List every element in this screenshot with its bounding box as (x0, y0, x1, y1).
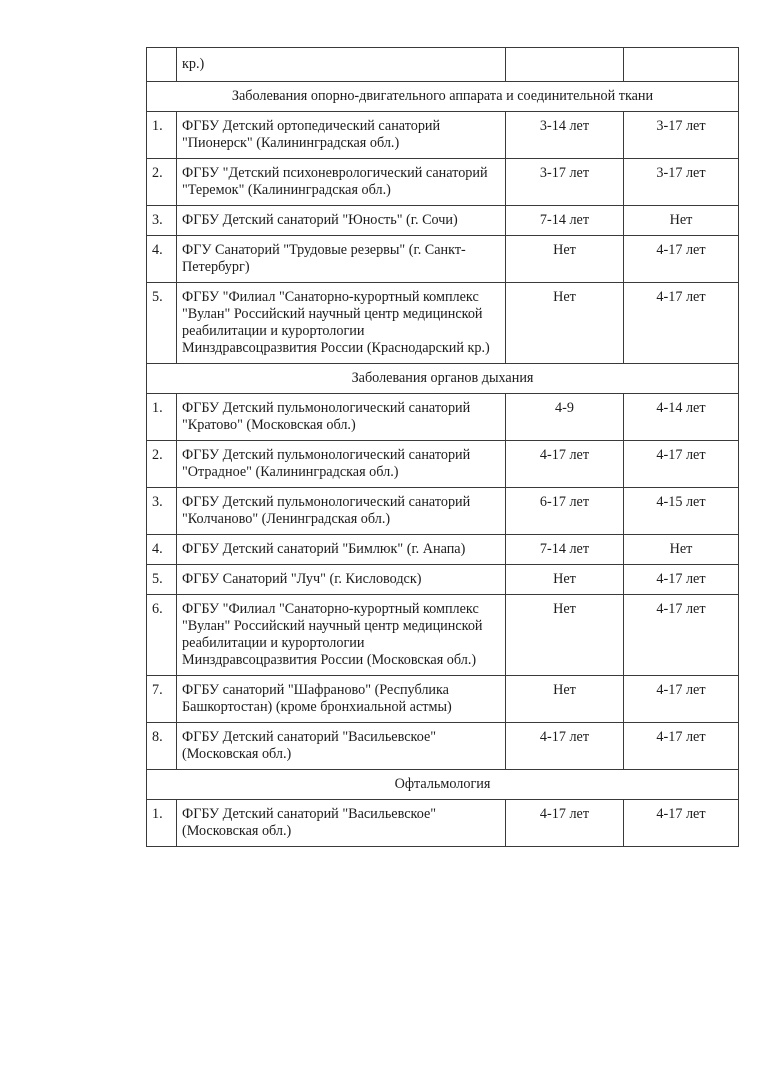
age-range-a: 4-17 лет (506, 441, 624, 488)
row-number: 4. (147, 535, 177, 565)
sanatorium-name: ФГБУ Детский пульмонологический санаторий "Отрадное" (Калининградская обл.) (177, 441, 506, 488)
sanatorium-name: кр.) (177, 48, 506, 82)
row-number: 3. (147, 488, 177, 535)
table-row (147, 441, 739, 488)
row-number: 1. (147, 800, 177, 847)
sanatorium-name: ФГБУ Детский санаторий "Бимлюк" (г. Анапа) (177, 535, 506, 565)
sanatorium-name: ФГБУ Детский санаторий "Васильевское" (Московская обл.) (177, 723, 506, 770)
sanatorium-name: ФГБУ Санаторий "Луч" (г. Кисловодск) (177, 565, 506, 595)
age-range-a: 4-9 (506, 394, 624, 441)
age-range-b: 3-17 лет (624, 112, 739, 159)
sanatorium-name: ФГБУ Детский ортопедический санаторий "Пионерск" (Калининградская обл.) (177, 112, 506, 159)
row-number: 7. (147, 676, 177, 723)
table-row (147, 206, 739, 236)
age-range-b: 4-17 лет (624, 800, 739, 847)
age-range-b: 4-17 лет (624, 723, 739, 770)
age-range-b: 4-17 лет (624, 236, 739, 283)
age-range-b: Нет (624, 206, 739, 236)
age-range-a: Нет (506, 236, 624, 283)
row-number: 2. (147, 441, 177, 488)
age-range-b: 4-17 лет (624, 676, 739, 723)
age-range-a: Нет (506, 595, 624, 676)
age-range-a: 3-14 лет (506, 112, 624, 159)
table-row (147, 283, 739, 364)
section-heading: Офтальмология (147, 770, 739, 800)
age-range-a: 6-17 лет (506, 488, 624, 535)
row-number: 1. (147, 112, 177, 159)
age-range-a (506, 48, 624, 82)
row-number: 8. (147, 723, 177, 770)
age-range-a: Нет (506, 283, 624, 364)
row-number: 5. (147, 565, 177, 595)
row-number: 3. (147, 206, 177, 236)
age-range-a: 4-17 лет (506, 800, 624, 847)
age-range-b: 4-15 лет (624, 488, 739, 535)
table-row (147, 236, 739, 283)
section-row (147, 364, 739, 394)
age-range-a: 4-17 лет (506, 723, 624, 770)
table-row (147, 112, 739, 159)
row-number: 1. (147, 394, 177, 441)
table-row (147, 535, 739, 565)
age-range-b: 4-17 лет (624, 565, 739, 595)
row-number: 6. (147, 595, 177, 676)
section-row (147, 770, 739, 800)
age-range-a: 7-14 лет (506, 206, 624, 236)
sanatorium-table (146, 47, 739, 847)
sanatorium-name: ФГБУ Детский пульмонологический санаторий "Кратово" (Московская обл.) (177, 394, 506, 441)
table-row (147, 595, 739, 676)
row-number: 2. (147, 159, 177, 206)
age-range-b: Нет (624, 535, 739, 565)
age-range-b (624, 48, 739, 82)
row-number (147, 48, 177, 82)
age-range-a: Нет (506, 565, 624, 595)
age-range-b: 4-17 лет (624, 441, 739, 488)
sanatorium-name: ФГБУ санаторий "Шафраново" (Республика Башкортостан) (кроме бронхиальной астмы) (177, 676, 506, 723)
age-range-b: 4-17 лет (624, 595, 739, 676)
age-range-a: 3-17 лет (506, 159, 624, 206)
table-row (147, 159, 739, 206)
sanatorium-name: ФГБУ Детский санаторий "Васильевское" (Московская обл.) (177, 800, 506, 847)
section-row (147, 82, 739, 112)
table-row (147, 565, 739, 595)
table-row (147, 488, 739, 535)
sanatorium-name: ФГУ Санаторий "Трудовые резервы" (г. Санкт-Петербург) (177, 236, 506, 283)
table-body (147, 48, 739, 847)
table-row (147, 800, 739, 847)
row-number: 5. (147, 283, 177, 364)
sanatorium-name: ФГБУ Детский пульмонологический санаторий "Колчаново" (Ленинградская обл.) (177, 488, 506, 535)
sanatorium-name: ФГБУ "Филиал "Санаторно-курортный комплекс "Вулан" Российский научный центр медицинской реабилитации и курортологии Минздравсоцразвития России (Краснодарский кр.) (177, 283, 506, 364)
section-heading: Заболевания органов дыхания (147, 364, 739, 394)
table-row (147, 676, 739, 723)
table-row (147, 48, 739, 82)
sanatorium-name: ФГБУ "Филиал "Санаторно-курортный комплекс "Вулан" Российский научный центр медицинской реабилитации и курортологии Минздравсоцразвития России (Московская обл.) (177, 595, 506, 676)
age-range-a: 7-14 лет (506, 535, 624, 565)
table-row (147, 723, 739, 770)
table-row (147, 394, 739, 441)
sanatorium-name: ФГБУ "Детский психоневрологический санаторий "Теремок" (Калининградская обл.) (177, 159, 506, 206)
row-number: 4. (147, 236, 177, 283)
age-range-b: 4-17 лет (624, 283, 739, 364)
age-range-b: 4-14 лет (624, 394, 739, 441)
sanatorium-name: ФГБУ Детский санаторий "Юность" (г. Сочи) (177, 206, 506, 236)
age-range-a: Нет (506, 676, 624, 723)
age-range-b: 3-17 лет (624, 159, 739, 206)
section-heading: Заболевания опорно-двигательного аппарата и соединительной ткани (147, 82, 739, 112)
